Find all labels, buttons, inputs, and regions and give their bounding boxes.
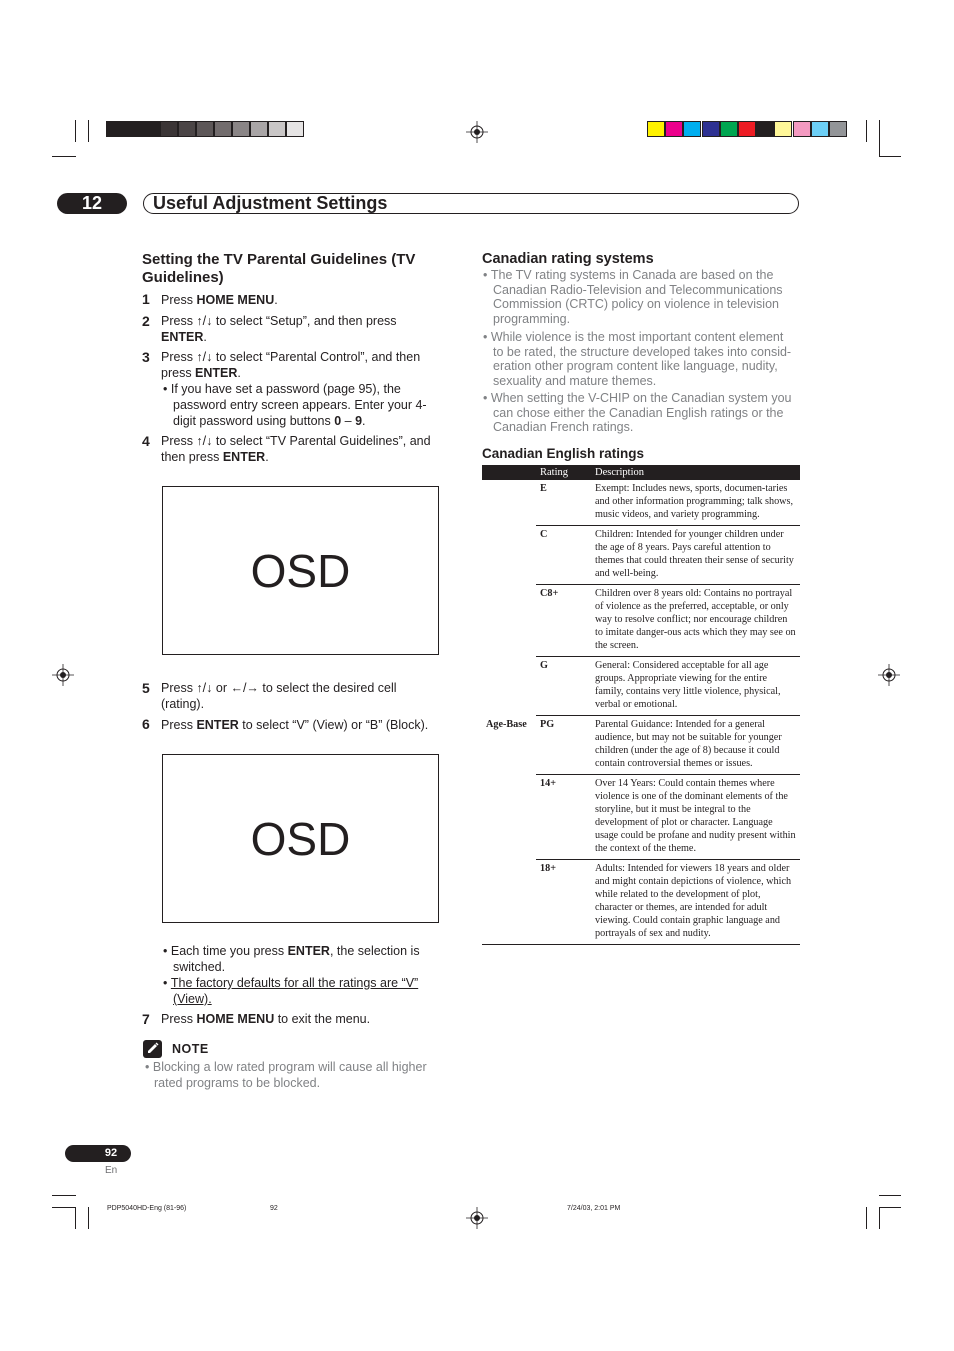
registration-mark-icon xyxy=(878,664,900,686)
step-3-text xyxy=(161,349,461,381)
note-text: • Blocking a low rated program will cause all higher rated programs to be blocked. xyxy=(145,1060,427,1090)
grayscale-swatch xyxy=(232,121,250,137)
step-text: to select “V” (View) or “B” (Block). xyxy=(238,718,429,732)
step-5-text xyxy=(161,680,461,712)
chapter-number: 12 xyxy=(81,193,103,213)
bullet-text: If you have set a password (page 95), the xyxy=(170,382,401,396)
bullet-text: While violence is the most important content element xyxy=(490,330,784,344)
osd-screen-placeholder: OSD xyxy=(162,754,439,923)
step-7-text xyxy=(161,1011,461,1027)
color-swatch xyxy=(683,121,701,137)
step-text: Press ↑/↓ to select “TV Parental Guidelines”, and xyxy=(161,434,431,448)
language-code: En xyxy=(105,1165,118,1176)
step-number: 6 xyxy=(142,716,150,732)
step-text: (rating). xyxy=(161,697,205,711)
rating-code: C8+ xyxy=(536,585,591,657)
table-header-rating: Rating xyxy=(536,465,591,480)
rating-description: Over 14 Years: Could contain themes where violence is one of the dominant elements of the storyline, but it must be integral to the development of plot or character. Language usage could be profane and nudity present within the context of the theme. xyxy=(591,775,800,860)
color-swatch xyxy=(793,121,811,137)
step-key: ENTER xyxy=(195,366,238,380)
table-header-row xyxy=(482,465,800,480)
step-key: ENTER xyxy=(222,450,266,464)
grayscale-swatch xyxy=(250,121,268,137)
footer-date: 7/24/03, 2:01 PM xyxy=(567,1205,621,1212)
step-text: . xyxy=(203,330,207,344)
grayscale-swatch xyxy=(268,121,286,137)
grayscale-swatch xyxy=(142,121,160,137)
bullet-text: – xyxy=(341,414,356,428)
table-row xyxy=(482,716,800,775)
step-key: HOME MENU xyxy=(196,1012,275,1026)
page-number: 92 xyxy=(104,1147,118,1159)
age-base-label xyxy=(482,480,536,526)
selection-bullet: • Each time you press ENTER, the selection is switched. xyxy=(163,944,420,974)
color-swatch xyxy=(720,121,738,137)
bullet-text: The factory defaults for all the ratings are “V” xyxy=(170,976,419,990)
grayscale-swatch xyxy=(286,121,304,137)
canadian-rating-heading: Canadian rating systems xyxy=(482,251,654,267)
bullet-text: to be rated, the structure developed takes into consid- xyxy=(493,344,792,359)
bullet-key: 9 xyxy=(355,414,363,428)
age-base-label xyxy=(482,775,536,860)
step-text: . xyxy=(274,293,278,307)
english-ratings-heading: Canadian English ratings xyxy=(482,446,645,461)
registration-mark-icon xyxy=(466,121,488,143)
bullet-text: programming. xyxy=(493,311,571,326)
canada-bullet-1: • The TV rating systems in Canada are based on the Canadian Radio-Television and Telecommunications Commission (CRTC) policy on violence in television programming. xyxy=(483,268,783,326)
age-base-label xyxy=(482,526,536,585)
color-swatch xyxy=(829,121,847,137)
bullet-text: password entry screen appears. Enter your 4- xyxy=(173,398,427,412)
canada-bullet-3: • When setting the V-CHIP on the Canadian system you can chose either the Canadian English ratings or the Canadian French ratings. xyxy=(483,391,792,435)
step-number: 7 xyxy=(142,1011,150,1027)
bullet-text: digit password using buttons xyxy=(173,414,335,428)
footer-file-name: PDP5040HD-Eng (81-96) xyxy=(107,1205,187,1212)
bullet-text: switched. xyxy=(173,960,226,974)
step-key: ENTER xyxy=(161,330,204,344)
rating-description: Children: Intended for younger children under the age of 8 years. Pays careful attention to themes that could threaten their sense of security and well-being. xyxy=(591,526,800,585)
bullet-text: Canadian French ratings. xyxy=(493,420,634,435)
step-text: . xyxy=(237,366,241,380)
bullet-text: sexuality and mature themes. xyxy=(493,373,657,388)
note-text-line: Blocking a low rated program will cause all higher xyxy=(152,1060,427,1074)
rating-description: Parental Guidance: Intended for a general audience, but may not be suitable for younger children (under the age of 8) because it could contain controversial themes or issues. xyxy=(591,716,800,775)
bullet-text: (View). xyxy=(173,992,212,1006)
bullet-key: ENTER xyxy=(287,944,330,958)
table-header-blank xyxy=(482,465,536,480)
rating-code: 18+ xyxy=(536,860,591,945)
grayscale-swatch xyxy=(106,121,124,137)
rating-code: PG xyxy=(536,716,591,775)
canadian-english-ratings-table xyxy=(482,465,800,945)
step-number: 5 xyxy=(142,680,150,696)
note-label: NOTE xyxy=(172,1042,209,1056)
table-row xyxy=(482,860,800,945)
grayscale-swatch xyxy=(214,121,232,137)
color-swatch xyxy=(647,121,665,137)
color-swatch xyxy=(702,121,720,137)
step-text: Press ↑/↓ to select “Parental Control”, and then xyxy=(161,350,421,364)
factory-defaults-bullet: • The factory defaults for all the ratings are “V” (View). xyxy=(163,976,419,1006)
step-key: ENTER xyxy=(196,718,239,732)
grayscale-swatch xyxy=(124,121,142,137)
step-text: Press ↑/↓ to select “Setup”, and then press xyxy=(161,314,397,328)
rating-description: General: Considered acceptable for all age groups. Appropriate viewing for the entire family, contains very little violence, physical, verbal or emotional. xyxy=(591,657,800,716)
step-number: 2 xyxy=(142,313,150,329)
step-1-text xyxy=(161,292,278,308)
rating-description: Exempt: Includes news, sports, documen-taries and other information programming; talk shows, music videos, and variety programming. xyxy=(591,480,800,526)
step-text: Press ↑/↓ or ←/→ to select the desired cell xyxy=(161,681,397,695)
grayscale-swatch xyxy=(160,121,178,137)
age-base-label: Age-Base xyxy=(486,718,527,730)
table-header-description: Description xyxy=(591,465,800,480)
step-4-text xyxy=(161,433,461,465)
bullet-text: eration other program content like language, nudity, xyxy=(493,359,778,374)
step-number: 4 xyxy=(142,433,150,449)
step-text: Press xyxy=(161,293,197,307)
note-pencil-icon xyxy=(143,1040,162,1058)
step-6-text xyxy=(161,717,461,733)
step-text: Press xyxy=(161,1012,197,1026)
section-heading xyxy=(142,251,452,287)
rating-code: E xyxy=(536,480,591,526)
canada-bullet-2: • While violence is the most important content element to be rated, the structure developed takes into consid- eration other program content like language, nudity, sexuality and mature themes. xyxy=(483,330,792,388)
rating-code: 14+ xyxy=(536,775,591,860)
rating-description: Adults: Intended for viewers 18 years and older and might contain depictions of violence, which while related to the development of plot, character or themes, are intended for adult viewing. Could contain graphic language and portrayals of sex and nudity. xyxy=(591,860,800,945)
step-text: then press xyxy=(161,450,223,464)
bullet-text: Canadian Radio-Television and Telecommunications xyxy=(493,282,783,297)
table-row xyxy=(482,775,800,860)
table-row xyxy=(482,526,800,585)
step-text: press xyxy=(161,366,196,380)
step-key: HOME MENU xyxy=(196,293,275,307)
color-swatch xyxy=(774,121,792,137)
bullet-text: The TV rating systems in Canada are based on the xyxy=(490,268,774,282)
registration-mark-icon xyxy=(466,1207,488,1229)
age-base-label xyxy=(482,860,536,945)
rating-description: Children over 8 years old: Contains no portrayal of violence as the preferred, acceptable, or only way to resolve conflict; nor encourage children to imitate danger-ous acts which they may see on the screen. xyxy=(591,585,800,657)
step-number: 3 xyxy=(142,349,150,365)
bullet-text: Commission (CRTC) policy on violence in television xyxy=(493,297,779,312)
step-text: to exit the menu. xyxy=(274,1012,371,1026)
step-text: . xyxy=(265,450,269,464)
grayscale-swatch xyxy=(196,121,214,137)
bullet-text: When setting the V-CHIP on the Canadian system you xyxy=(490,391,792,405)
color-swatch xyxy=(738,121,756,137)
bullet-text: . xyxy=(362,414,366,428)
section-heading-line1: Setting the TV Parental Guidelines (TV xyxy=(142,251,416,268)
step-3-bullet: • If you have set a password (page 95), the password entry screen appears. Enter your 4- digit password using buttons 0 – 9. xyxy=(163,382,427,428)
bullet-text: Each time you press xyxy=(170,944,288,958)
section-heading-line2: Guidelines) xyxy=(142,269,224,286)
step-2-text xyxy=(161,313,461,345)
note-text-line: rated programs to be blocked. xyxy=(154,1076,321,1090)
step-text: Press xyxy=(161,718,197,732)
table-row xyxy=(482,585,800,657)
bullet-key: 0 xyxy=(334,414,342,428)
registration-mark-icon xyxy=(52,664,74,686)
color-swatch xyxy=(756,121,774,137)
grayscale-swatch xyxy=(178,121,196,137)
bullet-text: , the selection is xyxy=(329,944,420,958)
color-swatch xyxy=(665,121,683,137)
step-number: 1 xyxy=(142,291,150,307)
age-base-label xyxy=(482,657,536,716)
rating-code: G xyxy=(536,657,591,716)
age-base-label xyxy=(482,585,536,657)
footer-file-page: 92 xyxy=(270,1205,278,1212)
chapter-title: Useful Adjustment Settings xyxy=(153,193,388,213)
table-row xyxy=(482,480,800,526)
osd-screen-placeholder: OSD xyxy=(162,486,439,655)
color-swatch xyxy=(811,121,829,137)
table-row xyxy=(482,657,800,716)
bullet-text: can chose either the Canadian English ratings or the xyxy=(493,405,784,420)
rating-code: C xyxy=(536,526,591,585)
